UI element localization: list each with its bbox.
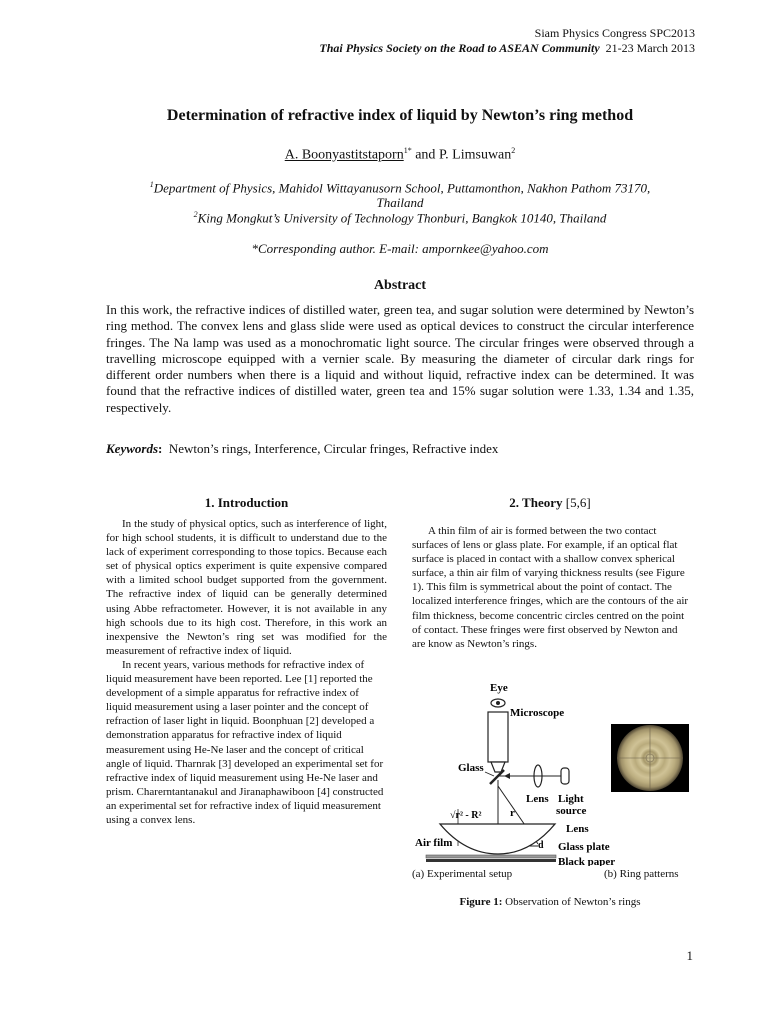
corresponding-author: *Corresponding author. E-mail: ampornkee@yahoo.com <box>251 241 549 256</box>
author-1-sup: 1* <box>403 146 412 155</box>
theory-body <box>412 524 692 651</box>
affiliation-1 <box>0 180 768 196</box>
page-number: 1 <box>686 948 693 963</box>
author-2-sup: 2 <box>511 146 516 155</box>
label-glass: Glass <box>458 762 484 774</box>
label-eye: Eye <box>490 682 508 694</box>
light-source-bulb <box>561 768 569 784</box>
conference-name: Siam Physics Congress SPC2013 <box>534 26 695 40</box>
label-black-paper: Black paper <box>558 856 616 866</box>
conference-theme: Thai Physics Society on the Road to ASEAN Community <box>319 41 600 55</box>
figure-caption <box>410 896 690 908</box>
glass-plate <box>426 855 556 858</box>
subcaption-b: (b) Ring patterns <box>604 868 679 880</box>
paper-title: Determination of refractive index of liquid by Newton’s ring method <box>166 107 634 124</box>
label-sqrt-expr: r² - R² <box>455 810 482 821</box>
affiliation-2-sup: 2 <box>193 210 198 219</box>
eye-pupil <box>496 701 500 705</box>
introduction-heading: 1. Introduction <box>204 495 289 510</box>
label-glass-plate: Glass plate <box>558 841 610 853</box>
label-r: r <box>510 807 515 819</box>
label-microscope: Microscope <box>510 707 565 719</box>
author-1: A. Boonyastitstaporn <box>284 147 404 163</box>
theory-ref: [5,6] <box>565 495 591 510</box>
black-paper <box>426 859 556 862</box>
theory-heading <box>410 495 690 511</box>
abstract-text: In this work, the refractive indices of distilled water, green tea, and sugar solution were determined by Newton’s ring method. The convex lens and glass slide were used as optical devices to construct the circular interference fringes. The Na lamp was used as a monochromatic light source. The circular fringes were observed through a travelling microscope equipped with a vernier scale. By measuring the diameter of circular dark rings for different order numbers when there is a liquid and without liquid, refractive index can be determined. It was found that the refractive indices of distilled water, green tea and 15% sugar solution were 1.33, 1.34 and 1.35, respectively. <box>106 302 694 415</box>
conference-subtitle <box>319 41 695 56</box>
label-sqrt: √r² - R² <box>450 810 482 821</box>
subcaption-a: (a) Experimental setup <box>412 868 513 880</box>
introduction-para-1: In the study of physical optics, such as interference of light, for high school students, it is difficult to understand due to the lack of experiment corresponding to those topics. Because each set of physical optics experiment is quite expensive compared with a limited school budget supported from the government. The refractive index of liquid can be generally determined using Abbe refractometer. However, it is not available in any high schools due to its high cost. Therefore, in this work an inexpensive the Newton’s ring set was modified for the measurement of refractive index of liquid. <box>106 518 387 657</box>
microscope-tube <box>488 712 508 762</box>
label-air-film: Air film <box>415 837 453 849</box>
figure-caption-label: Figure 1: <box>459 896 503 908</box>
affiliation-2 <box>0 210 768 226</box>
figure-caption-text: Observation of Newton’s rings <box>505 896 641 908</box>
label-light: Light <box>558 793 584 805</box>
author-2: P. Limsuwan <box>438 147 512 163</box>
label-d: d <box>538 840 544 851</box>
theory-para-1: A thin film of air is formed between the two contact surfaces of lens or glass plate. For example, if an optical flat surface is placed in contact with a shallow convex spherical surface, a thin air film of varying thickness results (see Figure 1). This film is symmetrical about the point of contact. The localized interference fringes, which are the contours of the air film thickness, become concentric circles centred on the point of contact. These fringes were first observed by Newton and are know as Newton’s rings. <box>412 525 689 650</box>
affiliation-1-sup: 1 <box>149 180 154 189</box>
abstract-heading: Abstract <box>373 278 427 293</box>
conference-date: 21-23 March 2013 <box>605 41 695 55</box>
beam-arrow-left <box>504 773 510 779</box>
label-lens-top: Lens <box>526 793 549 805</box>
theory-heading-text: 2. Theory <box>509 495 563 510</box>
author-line <box>0 146 768 164</box>
label-lens-bottom: Lens <box>566 823 589 835</box>
keywords-text: Newton’s rings, Interference, Circular fringes, Refractive index <box>168 441 499 456</box>
keywords-label: Keywords <box>106 441 158 456</box>
affiliation-2-text: King Mongkut’s University of Technology Thonburi, Bangkok 10140, Thailand <box>197 210 607 226</box>
introduction-body <box>106 517 387 827</box>
glass-leader <box>485 772 494 776</box>
author-and: and <box>415 147 436 163</box>
introduction-para-2: In recent years, various methods for refractive index of liquid measurement have been reported. Lee [1] reported the development of a simple apparatus for refractive index of liquid measurement using a laser pointer and the concept of refraction of laser light in liquid. Boonphuan [2] developed a demonstration apparatus for refractive index of liquid measurement using He-Ne laser and the concept of critical angle of liquid. Tharnrak [3] developed an experimental set for refractive index of liquid measurement using He-Ne laser and prism. Charerntantanakul and Jiranaphawiboon [4] constructed an experimental set for refractive index of liquid measurement using a convex lens. <box>106 658 384 826</box>
ring-pattern-image <box>611 724 689 792</box>
keywords: Keywords: Newton’s rings, Interference, Circular fringes, Refractive index <box>106 441 499 456</box>
affiliation-1-line1: Department of Physics, Mahidol Wittayanusorn School, Puttamonthon, Nakhon Pathom 73170, <box>153 180 651 196</box>
label-source: source <box>556 805 587 817</box>
affiliation-1-cont: Thailand <box>376 195 424 210</box>
